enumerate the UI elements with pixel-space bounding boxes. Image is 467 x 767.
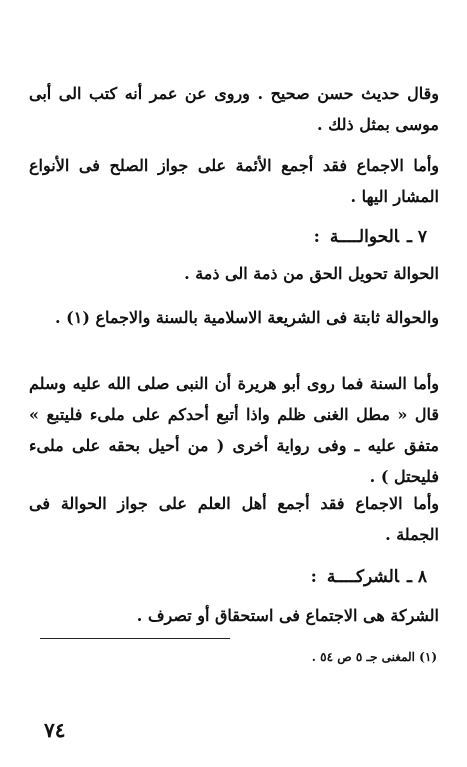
paragraph-hawala-sunna-ijma: والحوالة ثابتة فى الشريعة الاسلامية بالسنة والاجماع (١) . [55, 308, 439, 327]
footnote-separator [40, 638, 230, 639]
section-number: ٧ ـ [406, 227, 427, 247]
section-colon: : [313, 227, 320, 247]
section-title: الشركــــة [326, 567, 399, 587]
paragraph-hawala-definition: الحوالة تحويل الحق من ذمة الى ذمة . [184, 264, 439, 283]
section-heading-hawala [47, 222, 427, 252]
section-heading-shirka [47, 562, 427, 592]
section-number: ٨ ـ [406, 567, 427, 587]
section-title: الحوالــــة [329, 227, 399, 247]
paragraph-ijma-sulh: وأما الاجماع فقد أجمع الأئمة على جواز الصلح فى الأنواع المشار اليها . [29, 156, 439, 206]
page-number: ٧٤ [44, 718, 66, 742]
paragraph-sunna-hadith: وأما السنة فما روى أبو هريرة أن النبى صلى الله عليه وسلم قال « مطل الغنى ظلم واذا أتبع أحدكم على ملىء فليتبع » متفق عليه ـ وفى رواية أخرى ( من أحيل بحقه على ملىء فليحتل ) . [29, 374, 439, 486]
section-colon: : [310, 567, 317, 587]
paragraph-hadith-umar: وقال حديث حسن صحيح . وروى عن عمر أنه كتب الى أبى موسى بمثل ذلك . [29, 84, 439, 134]
paragraph-ijma-hawala: وأما الاجماع فقد أجمع أهل العلم على جواز الحوالة فى الجملة . [29, 494, 439, 544]
paragraph-shirka-definition: الشركة هى الاجتماع فى استحقاق أو تصرف . [136, 606, 439, 625]
footnote: (١) المغنى جـ ٥ ص ٥٤ . [311, 650, 437, 664]
